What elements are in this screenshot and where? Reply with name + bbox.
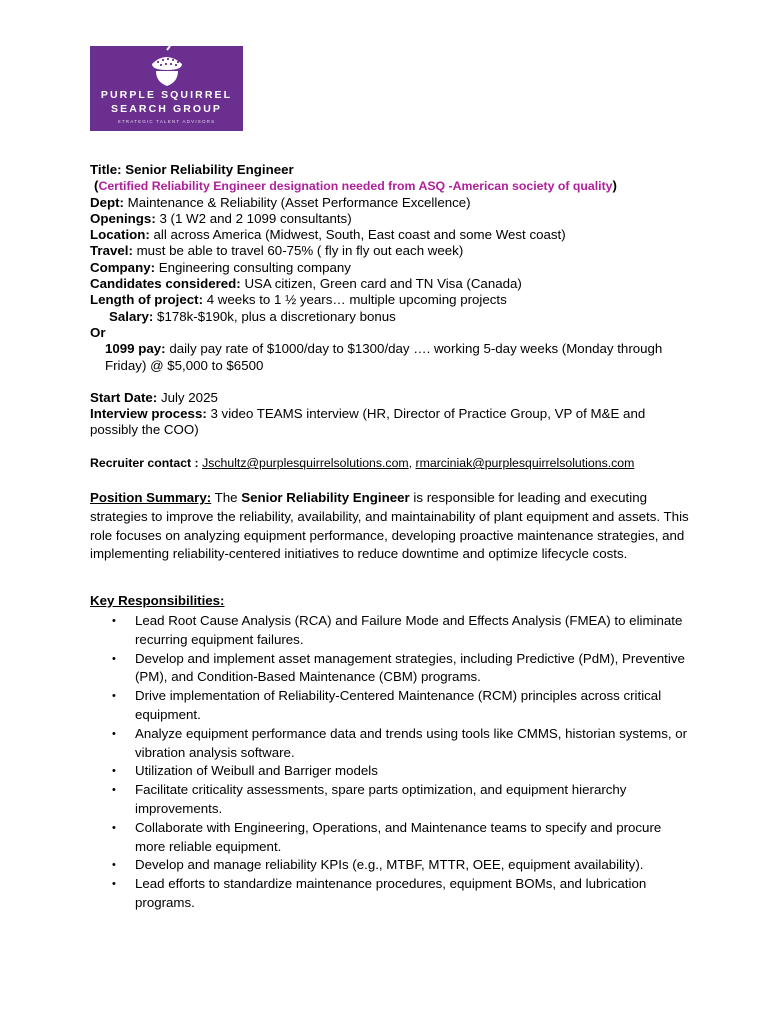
responsibility-item [90, 687, 690, 725]
title-row [90, 162, 690, 178]
position-summary [90, 489, 690, 564]
company-logo [90, 46, 243, 131]
spacer [90, 374, 690, 390]
bullet-icon: • [112, 859, 116, 872]
salary-value: $178k-$190k, plus a discretionary bonus [157, 308, 396, 324]
interview-row [90, 406, 690, 439]
candidates-value: USA citizen, Green card and TN Visa (Canada) [244, 276, 522, 292]
travel-row [90, 243, 690, 259]
bullet-icon: • [112, 821, 116, 834]
recruiter-contact [90, 456, 730, 470]
responsibility-text: Analyze equipment performance data and trends using tools like CMMS, historian systems, or vibration analysis software. [135, 725, 688, 760]
length-value: 4 weeks to 1 ½ years… multiple upcoming projects [206, 292, 507, 308]
dept-label: Dept: [90, 194, 128, 210]
recruiter-email-link-1[interactable]: Jschultz@purplesquirrelsolutions.com [202, 456, 409, 470]
bullet-icon: • [112, 784, 116, 797]
length-label: Length of project: [90, 292, 207, 308]
location-value: all across America (Midwest, South, East coast and some West coast) [153, 227, 566, 243]
openings-value: 3 (1 W2 and 2 1099 consultants) [159, 210, 352, 226]
responsibility-item [90, 725, 690, 763]
responsibility-item [90, 650, 690, 688]
bullet-icon: • [112, 765, 116, 778]
title-value: Senior Reliability Engineer [125, 162, 294, 177]
company-value: Engineering consulting company [158, 259, 351, 275]
start-label: Start Date: [90, 389, 161, 405]
location-row [90, 227, 690, 243]
responsibility-text: Facilitate criticality assessments, spare parts optimization, and equipment hierarchy improvements. [135, 782, 627, 816]
pay-value: daily pay rate of $1000/day to $1300/day …. working 5-day weeks (Monday through Friday) @ $5,000 to $6500 [105, 341, 663, 373]
bullet-icon: • [112, 878, 116, 891]
title-label: Title: [90, 162, 126, 177]
job-header [90, 162, 690, 439]
openings-row [90, 211, 690, 227]
responsibility-text: Lead efforts to standardize maintenance procedures, equipment BOMs, and lubrication programs. [135, 876, 647, 910]
logo-line2: SEARCH GROUP [111, 103, 222, 115]
dept-value: Maintenance & Reliability (Asset Performance Excellence) [127, 194, 471, 210]
pay-label: 1099 pay: [105, 341, 170, 357]
responsibility-item [90, 856, 690, 875]
bullet-icon: • [112, 690, 116, 703]
responsibility-item [90, 875, 690, 913]
bullet-icon: • [112, 727, 116, 740]
responsibility-item [90, 612, 690, 650]
responsibilities-heading: Key Responsibilities: [90, 593, 225, 608]
or-label: Or [90, 324, 106, 340]
openings-label: Openings: [90, 210, 160, 226]
responsibility-text: Utilization of Weibull and Barriger models [135, 763, 378, 779]
company-row [90, 260, 690, 276]
length-row [90, 292, 690, 308]
responsibility-text: Lead Root Cause Analysis (RCA) and Failure Mode and Effects Analysis (FMEA) to eliminate recurring equipment failures. [135, 613, 683, 647]
location-label: Location: [90, 227, 154, 243]
recruiter-label: Recruiter contact : [90, 456, 203, 470]
travel-value: must be able to travel 60-75% ( fly in fly out each week) [136, 243, 464, 259]
logo-tagline: STRATEGIC TALENT ADVISORS [117, 119, 216, 124]
summary-text: is responsible for leading and executing strategies to improve the reliability, availability, and maintainability of plant equipment and assets. This role focuses on analyzing equipment performance, developing proactive maintenance strategies, and implementing reliability-centered initiatives to reduce downtime and optimize lifecycle costs. [90, 490, 689, 562]
interview-value: 3 video TEAMS interview (HR, Director of Practice Group, VP of M&E and possibly the COO) [90, 406, 646, 438]
bullet-icon: • [112, 652, 116, 665]
summary-pre: The [211, 490, 242, 505]
cert-close-paren: ) [612, 178, 617, 194]
dept-row [90, 195, 690, 211]
salary-label: Salary: [109, 308, 158, 324]
email-separator: , [408, 456, 416, 470]
responsibility-text: Collaborate with Engineering, Operations, and Maintenance teams to specify and procure more reliable equipment. [135, 819, 662, 854]
certification-note: Certified Reliability Engineer designation needed from ASQ -American society of quality [98, 179, 613, 194]
responsibility-text: Drive implementation of Reliability-Centered Maintenance (RCM) principles across critical equipment. [135, 688, 662, 722]
start-value: July 2025 [160, 389, 218, 405]
cert-open-paren: ( [94, 178, 99, 194]
responsibility-item [90, 762, 690, 781]
responsibilities-list [90, 612, 690, 913]
pay-row [90, 341, 690, 374]
responsibility-item [90, 781, 690, 819]
responsibility-item [90, 819, 690, 857]
bullet-icon: • [112, 615, 116, 627]
responsibility-text: Develop and implement asset management strategies, including Predictive (PdM), Preventive (PM), and Condition-Based Maintenance (CBM) programs. [135, 650, 685, 685]
logo-line1: PURPLE SQUIRREL [100, 89, 233, 101]
travel-label: Travel: [90, 243, 137, 259]
recruiter-email-link-2[interactable]: rmarciniak@purplesquirrelsolutions.com [415, 456, 635, 470]
company-label: Company: [90, 259, 159, 275]
summary-heading: Position Summary: [90, 490, 212, 505]
or-row [90, 325, 690, 341]
summary-role: Senior Reliability Engineer [241, 490, 410, 505]
candidates-row [90, 276, 690, 292]
salary-row [90, 309, 690, 325]
candidates-label: Candidates considered: [90, 276, 245, 292]
start-row [90, 390, 690, 406]
responsibility-text: Develop and manage reliability KPIs (e.g., MTBF, MTTR, OEE, equipment availability). [135, 857, 644, 873]
certification-row [90, 178, 690, 194]
interview-label: Interview process: [90, 406, 211, 422]
